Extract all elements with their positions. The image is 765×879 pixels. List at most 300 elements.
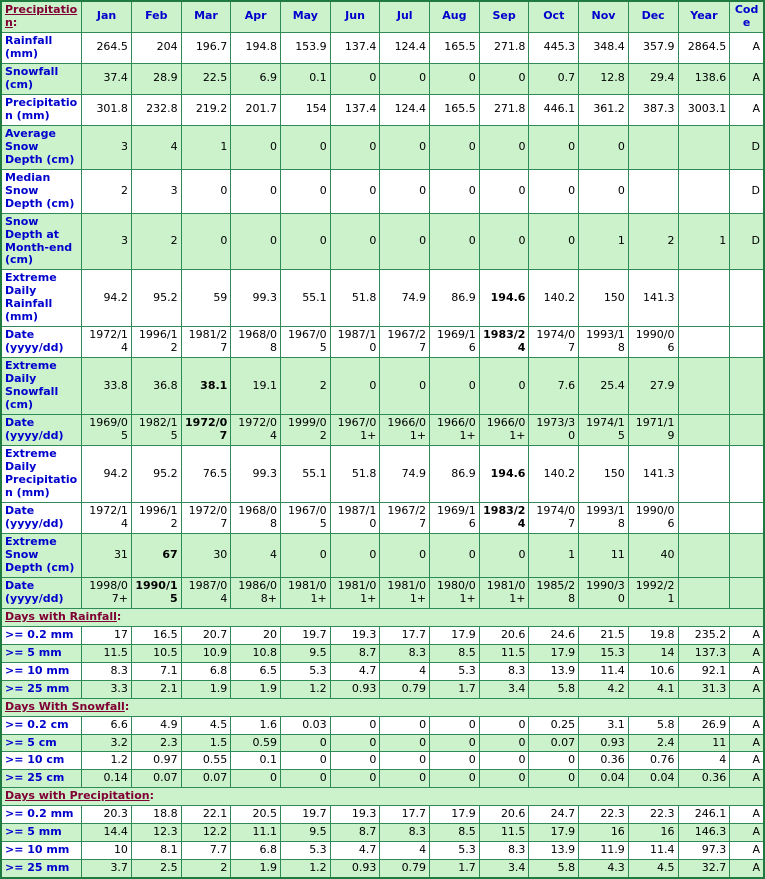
table-row <box>1 806 764 824</box>
cell-nov: 1 <box>579 213 629 270</box>
cell-dec: 0.76 <box>628 752 678 770</box>
cell-oct: 1973/30 <box>529 415 579 446</box>
cell-jul: 124.4 <box>380 94 430 125</box>
cell-jul: 8.3 <box>380 644 430 662</box>
cell-sep: 3.4 <box>479 680 529 698</box>
cell-nov: 16 <box>579 824 629 842</box>
cell-nov: 348.4 <box>579 32 629 63</box>
row-label: Extreme Snow Depth (cm) <box>1 533 82 577</box>
cell-code: A <box>730 680 764 698</box>
row-label: Extreme Daily Snowfall (cm) <box>1 358 82 415</box>
cell-apr: 1.9 <box>231 680 281 698</box>
cell-sep: 8.3 <box>479 842 529 860</box>
cell-year: 246.1 <box>678 806 730 824</box>
cell-may: 1981/01+ <box>281 577 331 608</box>
cell-year <box>678 577 730 608</box>
cell-jul: 74.9 <box>380 270 430 327</box>
cell-mar: 2 <box>181 860 231 878</box>
cell-jun: 1987/10 <box>330 502 380 533</box>
section-header-label: Days with Rainfall <box>5 609 117 623</box>
cell-jul: 4 <box>380 662 430 680</box>
table-row <box>1 213 764 270</box>
cell-year: 92.1 <box>678 662 730 680</box>
cell-sep: 0 <box>479 169 529 213</box>
cell-aug: 1969/16 <box>430 502 480 533</box>
cell-feb: 18.8 <box>131 806 181 824</box>
cell-code: A <box>730 842 764 860</box>
cell-feb: 95.2 <box>131 446 181 503</box>
row-label: >= 5 mm <box>1 644 82 662</box>
cell-nov: 21.5 <box>579 626 629 644</box>
column-header-jan: Jan <box>82 1 132 32</box>
cell-mar: 22.5 <box>181 63 231 94</box>
table-row <box>1 644 764 662</box>
table-row <box>1 270 764 327</box>
cell-code: A <box>730 734 764 752</box>
row-label: >= 5 cm <box>1 734 82 752</box>
cell-feb: 2.5 <box>131 860 181 878</box>
cell-jun: 8.7 <box>330 824 380 842</box>
section-header-cell <box>1 608 764 626</box>
cell-sep: 1966/01+ <box>479 415 529 446</box>
cell-oct: 24.7 <box>529 806 579 824</box>
cell-code: A <box>730 770 764 788</box>
cell-oct: 0.7 <box>529 63 579 94</box>
cell-year: 137.3 <box>678 644 730 662</box>
cell-jun: 51.8 <box>330 446 380 503</box>
cell-jun: 0 <box>330 716 380 734</box>
cell-dec: 2.4 <box>628 734 678 752</box>
cell-jun: 4.7 <box>330 842 380 860</box>
cell-apr: 0.59 <box>231 734 281 752</box>
cell-dec: 1990/06 <box>628 327 678 358</box>
row-label: Extreme Daily Rainfall (mm) <box>1 270 82 327</box>
row-label: >= 25 mm <box>1 860 82 878</box>
cell-year <box>678 446 730 503</box>
cell-aug: 1980/01+ <box>430 577 480 608</box>
cell-aug: 0 <box>430 770 480 788</box>
cell-oct: 140.2 <box>529 270 579 327</box>
cell-jun: 0 <box>330 63 380 94</box>
cell-oct: 1985/28 <box>529 577 579 608</box>
cell-year <box>678 415 730 446</box>
cell-oct: 446.1 <box>529 94 579 125</box>
cell-code: A <box>730 626 764 644</box>
cell-sep: 0 <box>479 752 529 770</box>
cell-apr: 0.1 <box>231 752 281 770</box>
cell-jun: 137.4 <box>330 94 380 125</box>
cell-feb: 1996/12 <box>131 327 181 358</box>
cell-code: A <box>730 32 764 63</box>
cell-year: 2864.5 <box>678 32 730 63</box>
cell-dec: 11.4 <box>628 842 678 860</box>
cell-year <box>678 327 730 358</box>
row-label: >= 10 mm <box>1 842 82 860</box>
cell-aug: 0 <box>430 213 480 270</box>
cell-oct: 13.9 <box>529 842 579 860</box>
cell-nov: 1974/15 <box>579 415 629 446</box>
cell-jan: 3.7 <box>82 860 132 878</box>
cell-aug: 0 <box>430 63 480 94</box>
row-label: >= 0.2 mm <box>1 626 82 644</box>
cell-aug: 0 <box>430 716 480 734</box>
cell-jul: 1981/01+ <box>380 577 430 608</box>
cell-year <box>678 533 730 577</box>
cell-jun: 51.8 <box>330 270 380 327</box>
cell-aug: 86.9 <box>430 446 480 503</box>
cell-dec: 1990/06 <box>628 502 678 533</box>
cell-nov: 22.3 <box>579 806 629 824</box>
cell-code: A <box>730 806 764 824</box>
cell-aug: 0 <box>430 533 480 577</box>
cell-dec: 387.3 <box>628 94 678 125</box>
cell-mar: 219.2 <box>181 94 231 125</box>
cell-nov: 15.3 <box>579 644 629 662</box>
cell-feb: 4 <box>131 125 181 169</box>
cell-dec: 4.1 <box>628 680 678 698</box>
table-row <box>1 533 764 577</box>
cell-may: 0 <box>281 734 331 752</box>
cell-oct: 1 <box>529 533 579 577</box>
cell-sep: 11.5 <box>479 824 529 842</box>
cell-sep: 0 <box>479 125 529 169</box>
cell-code: A <box>730 824 764 842</box>
cell-apr: 19.1 <box>231 358 281 415</box>
cell-code <box>730 446 764 503</box>
cell-sep: 0 <box>479 734 529 752</box>
cell-sep: 0 <box>479 358 529 415</box>
cell-may: 2 <box>281 358 331 415</box>
cell-apr: 6.5 <box>231 662 281 680</box>
cell-jun: 0 <box>330 734 380 752</box>
cell-aug: 86.9 <box>430 270 480 327</box>
cell-year: 138.6 <box>678 63 730 94</box>
cell-sep: 271.8 <box>479 32 529 63</box>
cell-sep: 20.6 <box>479 626 529 644</box>
cell-mar: 0.07 <box>181 770 231 788</box>
cell-year: 3003.1 <box>678 94 730 125</box>
cell-jul: 1967/27 <box>380 327 430 358</box>
cell-may: 0 <box>281 169 331 213</box>
column-header-code: Code <box>730 1 764 32</box>
cell-year <box>678 169 730 213</box>
cell-jan: 3 <box>82 213 132 270</box>
cell-sep: 1983/24 <box>479 327 529 358</box>
cell-nov: 1993/18 <box>579 327 629 358</box>
cell-jun: 137.4 <box>330 32 380 63</box>
cell-may: 0 <box>281 213 331 270</box>
cell-jul: 0 <box>380 533 430 577</box>
cell-code: D <box>730 169 764 213</box>
cell-mar: 4.5 <box>181 716 231 734</box>
cell-apr: 20.5 <box>231 806 281 824</box>
cell-jan: 94.2 <box>82 270 132 327</box>
cell-jul: 17.7 <box>380 626 430 644</box>
row-label: Snow Depth at Month-end (cm) <box>1 213 82 270</box>
cell-jan: 6.6 <box>82 716 132 734</box>
cell-jan: 10 <box>82 842 132 860</box>
cell-apr: 20 <box>231 626 281 644</box>
cell-aug: 1969/16 <box>430 327 480 358</box>
cell-dec: 357.9 <box>628 32 678 63</box>
cell-aug: 8.5 <box>430 824 480 842</box>
cell-nov: 11 <box>579 533 629 577</box>
cell-dec <box>628 125 678 169</box>
row-label: >= 5 mm <box>1 824 82 842</box>
cell-jun: 0 <box>330 125 380 169</box>
cell-year: 31.3 <box>678 680 730 698</box>
cell-jan: 1972/14 <box>82 502 132 533</box>
cell-year: 32.7 <box>678 860 730 878</box>
cell-aug: 1.7 <box>430 860 480 878</box>
cell-dec: 10.6 <box>628 662 678 680</box>
column-header-nov: Nov <box>579 1 629 32</box>
cell-apr: 1986/08+ <box>231 577 281 608</box>
column-header-jul: Jul <box>380 1 430 32</box>
cell-mar: 76.5 <box>181 446 231 503</box>
cell-may: 0.1 <box>281 63 331 94</box>
cell-oct: 445.3 <box>529 32 579 63</box>
cell-jun: 0 <box>330 533 380 577</box>
cell-mar: 38.1 <box>181 358 231 415</box>
cell-apr: 0 <box>231 125 281 169</box>
cell-dec: 4.5 <box>628 860 678 878</box>
cell-code: A <box>730 860 764 878</box>
cell-nov: 12.8 <box>579 63 629 94</box>
cell-feb: 1990/15 <box>131 577 181 608</box>
cell-jan: 0.14 <box>82 770 132 788</box>
cell-mar: 1.9 <box>181 680 231 698</box>
cell-may: 1967/05 <box>281 327 331 358</box>
cell-jul: 0.79 <box>380 860 430 878</box>
cell-may: 55.1 <box>281 270 331 327</box>
cell-year: 0.36 <box>678 770 730 788</box>
cell-code <box>730 270 764 327</box>
section-header-label: Days With Snowfall <box>5 699 125 713</box>
row-label: Date (yyyy/dd) <box>1 502 82 533</box>
cell-mar: 1972/07 <box>181 415 231 446</box>
cell-may: 0 <box>281 533 331 577</box>
cell-dec: 1992/21 <box>628 577 678 608</box>
cell-oct: 17.9 <box>529 824 579 842</box>
cell-jan: 264.5 <box>82 32 132 63</box>
section-header-cell <box>1 788 764 806</box>
cell-may: 153.9 <box>281 32 331 63</box>
table-row <box>1 577 764 608</box>
row-label: Date (yyyy/dd) <box>1 577 82 608</box>
cell-oct: 7.6 <box>529 358 579 415</box>
cell-year <box>678 502 730 533</box>
section-header-cell <box>1 698 764 716</box>
column-header-oct: Oct <box>529 1 579 32</box>
cell-oct: 0.07 <box>529 734 579 752</box>
cell-apr: 1972/04 <box>231 415 281 446</box>
cell-oct: 17.9 <box>529 644 579 662</box>
cell-apr: 10.8 <box>231 644 281 662</box>
header-corner-label: Precipitation <box>5 3 78 29</box>
cell-apr: 4 <box>231 533 281 577</box>
cell-aug: 8.5 <box>430 644 480 662</box>
cell-may: 0.03 <box>281 716 331 734</box>
cell-nov: 150 <box>579 446 629 503</box>
table-row <box>1 446 764 503</box>
cell-feb: 232.8 <box>131 94 181 125</box>
cell-jul: 0 <box>380 716 430 734</box>
cell-jun: 1967/01+ <box>330 415 380 446</box>
cell-jun: 0 <box>330 213 380 270</box>
table-row <box>1 626 764 644</box>
cell-feb: 204 <box>131 32 181 63</box>
cell-jul: 0 <box>380 770 430 788</box>
row-label: Average Snow Depth (cm) <box>1 125 82 169</box>
cell-jul: 1967/27 <box>380 502 430 533</box>
cell-mar: 12.2 <box>181 824 231 842</box>
cell-aug: 1.7 <box>430 680 480 698</box>
cell-sep: 8.3 <box>479 662 529 680</box>
cell-code <box>730 577 764 608</box>
cell-may: 19.7 <box>281 806 331 824</box>
cell-mar: 1981/27 <box>181 327 231 358</box>
cell-may: 0 <box>281 752 331 770</box>
cell-aug: 1966/01+ <box>430 415 480 446</box>
row-label: Precipitation (mm) <box>1 94 82 125</box>
cell-feb: 8.1 <box>131 842 181 860</box>
table-row <box>1 824 764 842</box>
table-row <box>1 94 764 125</box>
cell-jan: 20.3 <box>82 806 132 824</box>
cell-oct: 0 <box>529 770 579 788</box>
cell-apr: 1968/08 <box>231 327 281 358</box>
cell-mar: 0 <box>181 169 231 213</box>
cell-feb: 4.9 <box>131 716 181 734</box>
cell-mar: 0 <box>181 213 231 270</box>
cell-may: 1967/05 <box>281 502 331 533</box>
cell-jul: 0.79 <box>380 680 430 698</box>
cell-oct: 1974/07 <box>529 502 579 533</box>
cell-jul: 124.4 <box>380 32 430 63</box>
cell-oct: 0 <box>529 125 579 169</box>
cell-dec: 0.04 <box>628 770 678 788</box>
cell-mar: 6.8 <box>181 662 231 680</box>
cell-code <box>730 415 764 446</box>
cell-jan: 3 <box>82 125 132 169</box>
cell-jul: 0 <box>380 358 430 415</box>
cell-feb: 1996/12 <box>131 502 181 533</box>
cell-apr: 194.8 <box>231 32 281 63</box>
column-header-year: Year <box>678 1 730 32</box>
cell-may: 154 <box>281 94 331 125</box>
cell-aug: 5.3 <box>430 662 480 680</box>
cell-apr: 201.7 <box>231 94 281 125</box>
cell-nov: 1990/30 <box>579 577 629 608</box>
cell-may: 9.5 <box>281 644 331 662</box>
cell-apr: 99.3 <box>231 270 281 327</box>
cell-jul: 17.7 <box>380 806 430 824</box>
cell-may: 0 <box>281 770 331 788</box>
row-label: Date (yyyy/dd) <box>1 415 82 446</box>
cell-nov: 0.93 <box>579 734 629 752</box>
cell-feb: 10.5 <box>131 644 181 662</box>
cell-jan: 8.3 <box>82 662 132 680</box>
cell-mar: 10.9 <box>181 644 231 662</box>
table-row <box>1 415 764 446</box>
cell-dec: 141.3 <box>628 270 678 327</box>
cell-aug: 165.5 <box>430 94 480 125</box>
cell-feb: 1982/15 <box>131 415 181 446</box>
cell-aug: 0 <box>430 734 480 752</box>
cell-may: 1.2 <box>281 680 331 698</box>
cell-feb: 16.5 <box>131 626 181 644</box>
cell-sep: 3.4 <box>479 860 529 878</box>
cell-mar: 1987/04 <box>181 577 231 608</box>
cell-jul: 0 <box>380 125 430 169</box>
cell-code: A <box>730 752 764 770</box>
cell-nov: 0.04 <box>579 770 629 788</box>
cell-apr: 6.9 <box>231 63 281 94</box>
cell-code: A <box>730 662 764 680</box>
cell-jun: 0 <box>330 770 380 788</box>
section-header-suffix: : <box>116 609 122 623</box>
cell-mar: 0.55 <box>181 752 231 770</box>
cell-feb: 3 <box>131 169 181 213</box>
cell-jun: 0.93 <box>330 680 380 698</box>
cell-may: 9.5 <box>281 824 331 842</box>
row-label: >= 0.2 cm <box>1 716 82 734</box>
cell-sep: 0 <box>479 716 529 734</box>
cell-year: 235.2 <box>678 626 730 644</box>
row-label: Rainfall (mm) <box>1 32 82 63</box>
cell-may: 0 <box>281 125 331 169</box>
table-row <box>1 662 764 680</box>
cell-oct: 0 <box>529 752 579 770</box>
cell-code <box>730 327 764 358</box>
cell-jul: 74.9 <box>380 446 430 503</box>
cell-sep: 1981/01+ <box>479 577 529 608</box>
cell-nov: 0 <box>579 125 629 169</box>
cell-aug: 5.3 <box>430 842 480 860</box>
table-header-row <box>1 1 764 32</box>
cell-dec: 141.3 <box>628 446 678 503</box>
cell-jan: 1998/07+ <box>82 577 132 608</box>
column-header-sep: Sep <box>479 1 529 32</box>
cell-may: 5.3 <box>281 842 331 860</box>
cell-apr: 0 <box>231 169 281 213</box>
cell-code: D <box>730 125 764 169</box>
cell-code: D <box>730 213 764 270</box>
cell-jan: 3.2 <box>82 734 132 752</box>
cell-sep: 194.6 <box>479 270 529 327</box>
cell-jun: 1981/01+ <box>330 577 380 608</box>
section-header-suffix: : <box>149 789 155 803</box>
cell-oct: 0 <box>529 169 579 213</box>
cell-nov: 3.1 <box>579 716 629 734</box>
table-row <box>1 327 764 358</box>
cell-year: 26.9 <box>678 716 730 734</box>
cell-mar: 1.5 <box>181 734 231 752</box>
cell-oct: 5.8 <box>529 860 579 878</box>
cell-dec: 29.4 <box>628 63 678 94</box>
cell-nov: 11.4 <box>579 662 629 680</box>
cell-jul: 0 <box>380 63 430 94</box>
cell-jun: 8.7 <box>330 644 380 662</box>
cell-sep: 0 <box>479 63 529 94</box>
cell-dec <box>628 169 678 213</box>
header-corner-precipitation <box>1 1 82 32</box>
cell-nov: 0.36 <box>579 752 629 770</box>
cell-feb: 2.1 <box>131 680 181 698</box>
table-row <box>1 63 764 94</box>
cell-jun: 4.7 <box>330 662 380 680</box>
